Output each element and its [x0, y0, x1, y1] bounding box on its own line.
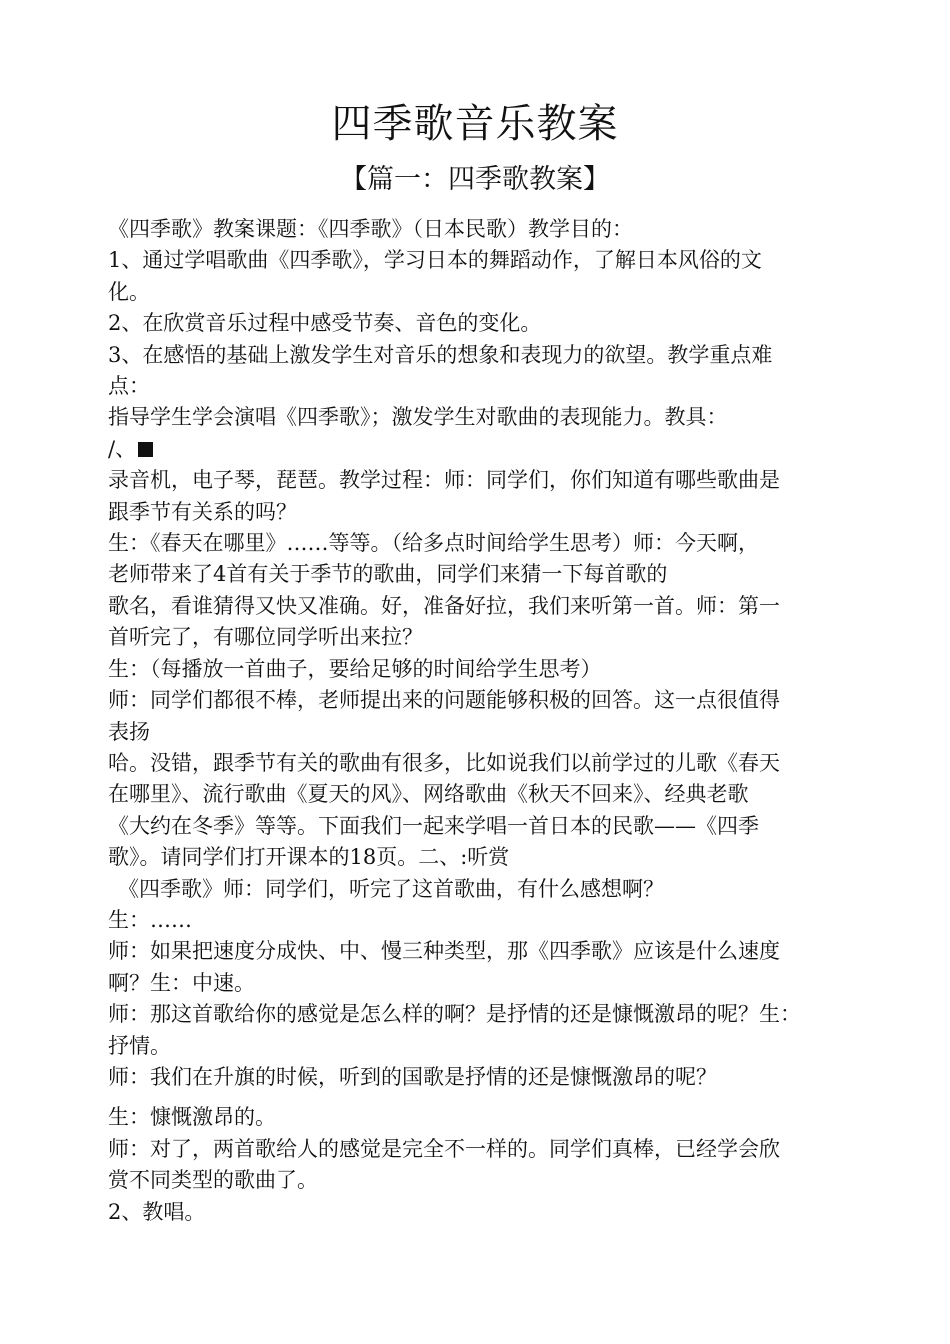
paragraph-line: 老师带来了4首有关于季节的歌曲，同学们来猜一下每首歌的: [108, 562, 668, 587]
section-heading: 【篇一：四季歌教案】: [340, 164, 610, 195]
paragraph-line: 指导学生学会演唱《四季歌》；激发学生对歌曲的表现能力。教具：: [108, 405, 728, 430]
paragraph-line: 哈。没错，跟季节有关的歌曲有很多，比如说我们以前学过的儿歌《春天: [108, 750, 780, 775]
paragraph-line: 师：同学们都很不棒，老师提出来的问题能够积极的回答。这一点很值得: [108, 688, 780, 713]
lesson-plan-body: [108, 214, 868, 1228]
paragraph-line: 师：如果把速度分成快、中、慢三种类型，那《四季歌》应该是什么速度: [108, 939, 780, 964]
black-square-mark: [138, 442, 153, 457]
paragraph-line-with-mark: [108, 434, 868, 465]
paragraph-line: 生：《春天在哪里》……等等。（给多点时间给学生思考）师：今天啊，: [108, 531, 759, 556]
paragraph-line: 《四季歌》师：同学们，听完了这首歌曲，有什么感想啊？: [118, 876, 664, 901]
document-title: 四季歌音乐教案: [331, 101, 619, 147]
paragraph-line: 抒情。: [108, 1033, 171, 1058]
paragraph-line: 赏不同类型的歌曲了。: [108, 1168, 318, 1193]
paragraph-line: 生：……: [108, 907, 192, 932]
paragraph-line: 跟季节有关系的吗？: [108, 499, 297, 524]
paragraph-line: 啊？生：中速。: [108, 970, 255, 995]
paragraph-line: 歌名，看谁猜得又快又准确。好，准备好拉，我们来听第一首。师：第一: [108, 593, 780, 618]
paragraph-line: 在哪里》、流行歌曲《夏天的风》、网络歌曲《秋天不回来》、经典老歌: [108, 782, 749, 807]
paragraph-line: 化。: [108, 279, 150, 304]
paragraph-line: 歌》。请同学们打开课本的18页。二、:听赏: [108, 845, 510, 870]
paragraph-line: 点：: [108, 374, 150, 399]
paragraph-line: 《大约在冬季》等等。下面我们一起来学唱一首日本的民歌——《四季: [108, 813, 759, 838]
paragraph-line: 生：（每播放一首曲子，要给足够的时间给学生思考）: [108, 656, 602, 681]
paragraph-fragment: /、: [108, 436, 137, 461]
paragraph-line: 1、通过学唱歌曲《四季歌》，学习日本的舞蹈动作，了解日本风俗的文: [108, 248, 762, 273]
paragraph-line: 首听完了，有哪位同学听出来拉？: [108, 625, 423, 650]
paragraph-line: 录音机，电子琴，琵琶。教学过程：师：同学们，你们知道有哪些歌曲是: [108, 468, 780, 493]
paragraph-line: 《四季歌》教案课题：《四季歌》（日本民歌）教学目的：: [108, 217, 633, 241]
paragraph-line: 师：对了，两首歌给人的感觉是完全不一样的。同学们真棒，已经学会欣: [108, 1136, 780, 1161]
paragraph-line: 师：我们在升旗的时候，听到的国歌是抒情的还是慷慨激昂的呢？: [108, 1064, 717, 1089]
paragraph-line: 2、在欣赏音乐过程中感受节奏、音色的变化。: [108, 311, 542, 336]
paragraph-line: 生：慷慨激昂的。: [108, 1105, 276, 1130]
paragraph-line: 2、教唱。: [108, 1199, 206, 1224]
paragraph-line: 3、在感悟的基础上激发学生对音乐的想象和表现力的欲望。教学重点难: [108, 342, 773, 367]
paragraph-line: 表扬: [108, 719, 150, 744]
paragraph-line: 师：那这首歌给你的感觉是怎么样的啊？是抒情的还是慷慨激昂的呢？生：: [108, 1002, 801, 1027]
